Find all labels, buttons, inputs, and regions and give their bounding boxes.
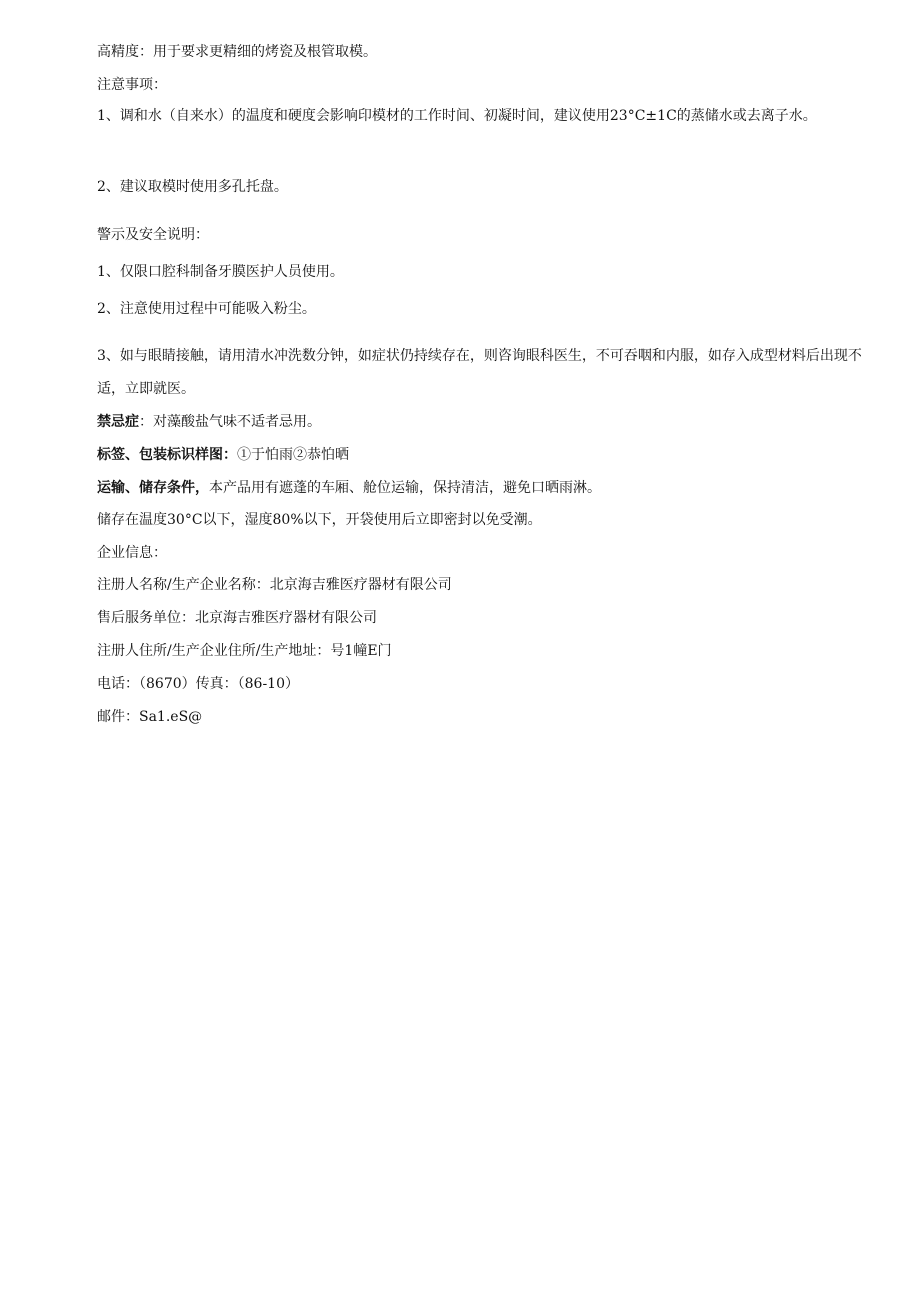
phone-fax-line: 电话：（8670）传真：（86-10）	[97, 676, 299, 692]
transport-line	[97, 478, 867, 498]
after-sales-line: 售后服务单位：北京海吉雅医疗器材有限公司	[97, 610, 377, 626]
warnings-heading: 警示及安全说明：	[97, 227, 209, 243]
label-sample-line	[97, 445, 867, 465]
email-line: 邮件：Sa1.eS@	[97, 709, 203, 725]
warning-item-3: 3、如与眼睛接触，请用清水冲洗数分钟，如症状仍持续存在，则咨询眼科医生，不可吞咽和内服，如存入成型材料后出现不适，立即就医。	[97, 348, 862, 397]
contraindication-line	[97, 412, 867, 432]
address-line: 注册人住所/生产企业住所/生产地址：号1幢E门	[97, 643, 392, 659]
transport-label: 运输、储存条件，	[97, 480, 209, 496]
storage-line: 储存在温度30°C以下，湿度80%以下，开袋使用后立即密封以免受潮。	[97, 512, 542, 528]
contraindication-text: ：对藻酸盐气味不适者忌用。	[139, 414, 321, 430]
notes-heading: 注意事项：	[97, 77, 167, 93]
high-precision-line: 高精度：用于要求更精细的烤瓷及根管取模。	[97, 44, 377, 60]
company-heading: 企业信息：	[97, 545, 167, 561]
registrant-line: 注册人名称/生产企业名称：北京海吉雅医疗器材有限公司	[97, 577, 452, 593]
label-sample-text: ①于怕雨②恭怕晒	[237, 447, 349, 463]
warning-item-1: 1、仅限口腔科制备牙膜医护人员使用。	[97, 264, 344, 280]
label-sample-label: 标签、包装标识样图：	[97, 447, 237, 463]
note-item-2: 2、建议取模时使用多孔托盘。	[97, 179, 288, 195]
contraindication-label: 禁忌症	[97, 414, 139, 430]
note-item-1: 1、调和水（自来水）的温度和硬度会影响印模材的工作时间、初凝时间，建议使用23°C±1C的蒸储水或去离子水。	[97, 108, 817, 124]
transport-text: 本产品用有遮蓬的车厢、舱位运输，保持清洁，避免口晒雨淋。	[209, 480, 601, 496]
warning-item-2: 2、注意使用过程中可能吸入粉尘。	[97, 301, 316, 317]
